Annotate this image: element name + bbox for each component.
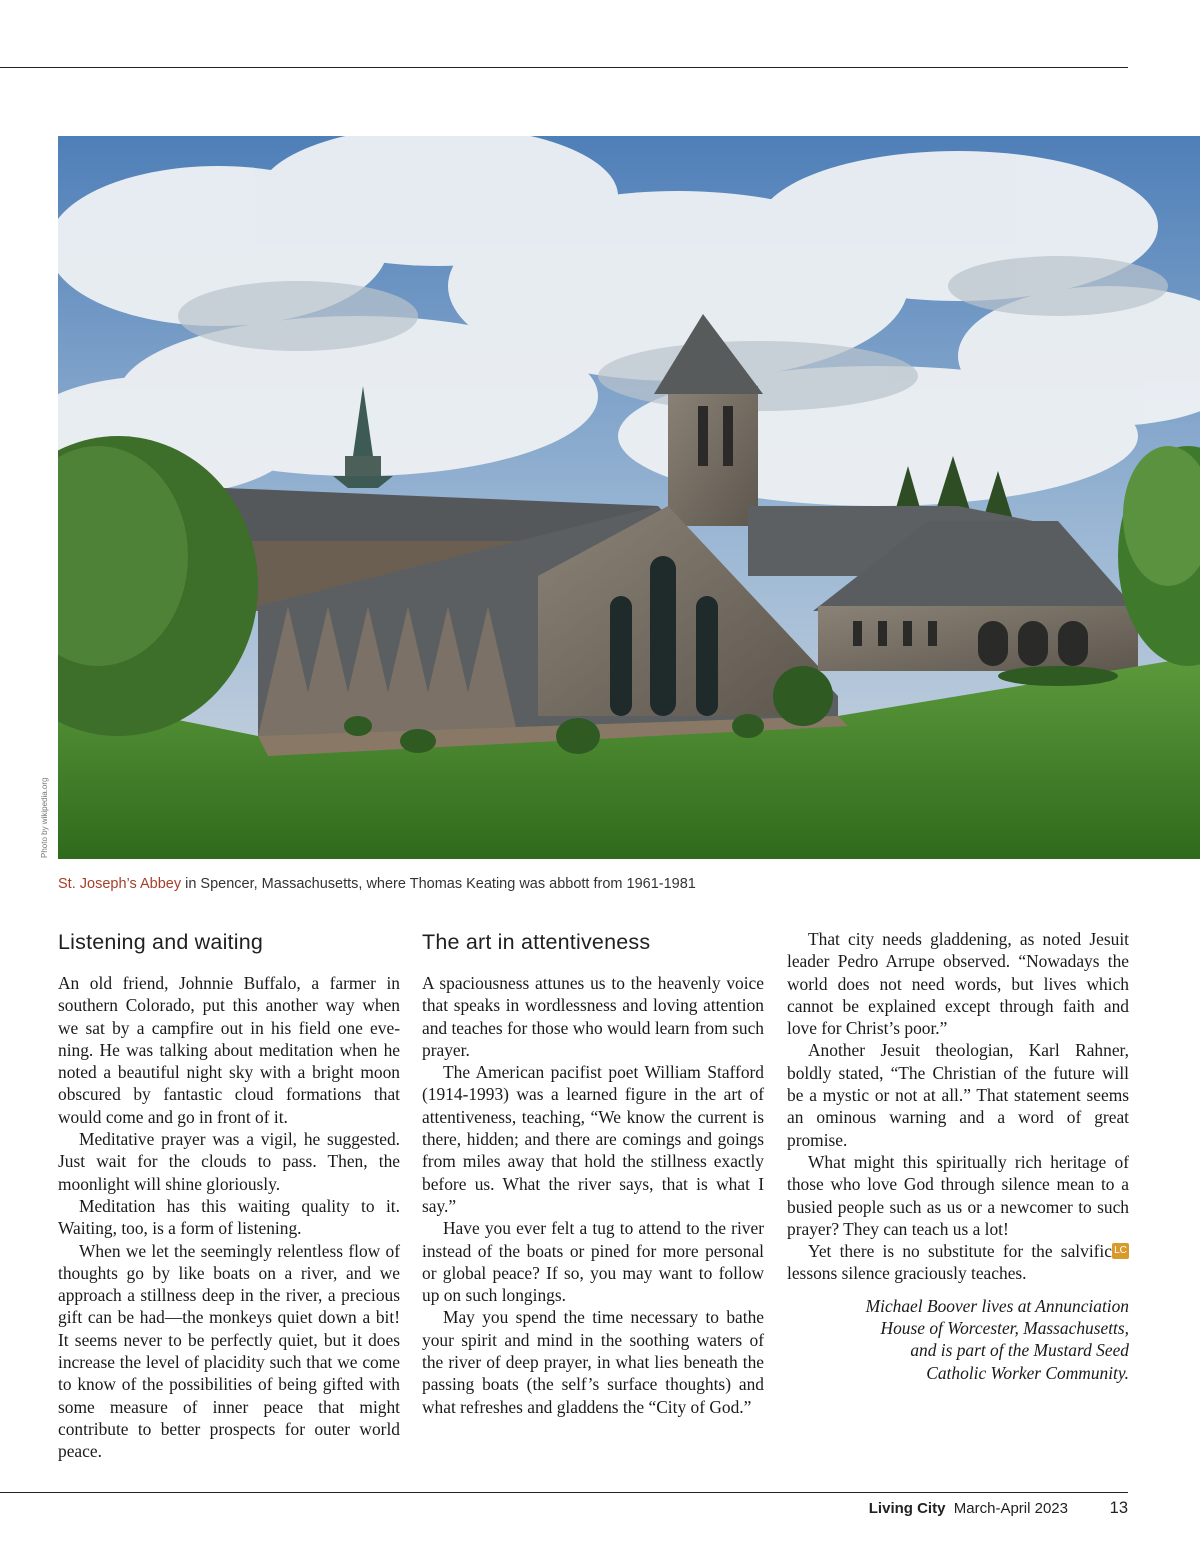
paragraph: What might this spiritually rich heritage of those who love God through silence mean to a busied people such as us or a newcomer to such prayer? They can teach us a lot! bbox=[787, 1151, 1129, 1239]
heading-listening-and-waiting: Listening and waiting bbox=[58, 930, 264, 954]
paragraph: That city needs gladdening, as noted Jesuit leader Pedro Arrupe observed. “Nowadays the world does not need words, but lives which cannot be explained except through faith and love for Christ’s poor.” bbox=[787, 929, 1129, 1039]
magazine-name: Living City bbox=[868, 1500, 946, 1517]
paragraph: May you spend the time necessary to bathe your spirit and mind in the soothing waters of the river of deep prayer, in what lies beneath the passing boats (the self’s surface thoughts) and what refreshes and gladdens the “City of God.” bbox=[422, 1307, 764, 1417]
paragraph-last-text: Yet there is no substitute for the salvific lessons silence graciously teaches. bbox=[787, 1241, 1112, 1284]
page-footer bbox=[0, 1500, 1128, 1524]
bio-line: and is part of the Mustard Seed bbox=[910, 1340, 1129, 1361]
author-bio bbox=[787, 1295, 1129, 1384]
paragraph: Meditation has this waiting quality to it. Waiting, too, is a form of listening. bbox=[58, 1195, 400, 1239]
photo-credit: Photo by wikipedia.org bbox=[40, 777, 49, 858]
paragraph: An old friend, Johnnie Buffalo, a farmer in southern Colorado, put this another way when we sat by a campfire out in his field one evening. He was talking about meditation when he noted a beautiful night sky with a bright moon obscured by fantastic cloud formations that would come and go in front of it. bbox=[58, 973, 400, 1127]
issue-date: March-April 2023 bbox=[953, 1500, 1068, 1517]
bio-line: Catholic Worker Community. bbox=[926, 1362, 1129, 1383]
bio-line: House of Worcester, Massachusetts, bbox=[880, 1318, 1129, 1339]
caption-text: in Spencer, Massachusetts, where Thomas Keating was abbott from 1961-1981 bbox=[181, 876, 696, 892]
bottom-rule bbox=[0, 1492, 1128, 1493]
abbey-photo bbox=[58, 136, 1200, 859]
column-middle bbox=[422, 928, 764, 1418]
paragraph-last bbox=[787, 1240, 1129, 1285]
footer-magazine bbox=[869, 1500, 1068, 1517]
heading-art-in-attentiveness: The art in attentiveness bbox=[422, 930, 651, 954]
paragraph: When we let the seemingly relentless flow of thoughts go by like boats on a river, and we approach a stillness deep in the river, a precious gift can be had—the monkeys quiet down a bit! It seems never to be perfectly quiet, but it does increase the level of placidity such that we come to know of the possibilities of being gifted with some measure of inner peace that might contribute to better prospects for outer world peace. bbox=[58, 1240, 400, 1462]
column-right bbox=[787, 928, 1129, 1384]
paragraph: Another Jesuit theologian, Karl Rahner, boldly stated, “The Christian of the future will be a mystic or not at all.” That statement seems an ominous warning and a word of great promise. bbox=[787, 1040, 1129, 1150]
caption-highlight: St. Joseph’s Abbey bbox=[58, 876, 182, 892]
page-number: 13 bbox=[1109, 1499, 1128, 1517]
end-mark-icon: LC bbox=[1112, 1243, 1129, 1259]
bio-line: Michael Boover lives at Annunciation bbox=[865, 1295, 1129, 1316]
top-rule bbox=[0, 67, 1128, 68]
paragraph: Meditative prayer was a vigil, he suggested. Just wait for the clouds to pass. Then, the moonlight will shine gloriously. bbox=[58, 1129, 400, 1194]
photo-caption bbox=[58, 876, 696, 892]
paragraph: The American pacifist poet William Stafford (1914-1993) was a learned figure in the art of attentiveness, teaching, “We know the current is there, hidden; and there are comings and goings from miles away that hold the stillness exactly before us. What the river says, that is what I say.” bbox=[422, 1062, 764, 1216]
column-left bbox=[58, 928, 400, 1463]
abbey-photo-illustration bbox=[58, 136, 1200, 859]
paragraph: Have you ever felt a tug to attend to the river instead of the boats or pined for more personal or global peace? If so, you may want to follow up on such longings. bbox=[422, 1218, 764, 1306]
paragraph: A spaciousness attunes us to the heavenly voice that speaks in wordlessness and loving attention and teaches for those who would learn from such prayer. bbox=[422, 973, 764, 1060]
